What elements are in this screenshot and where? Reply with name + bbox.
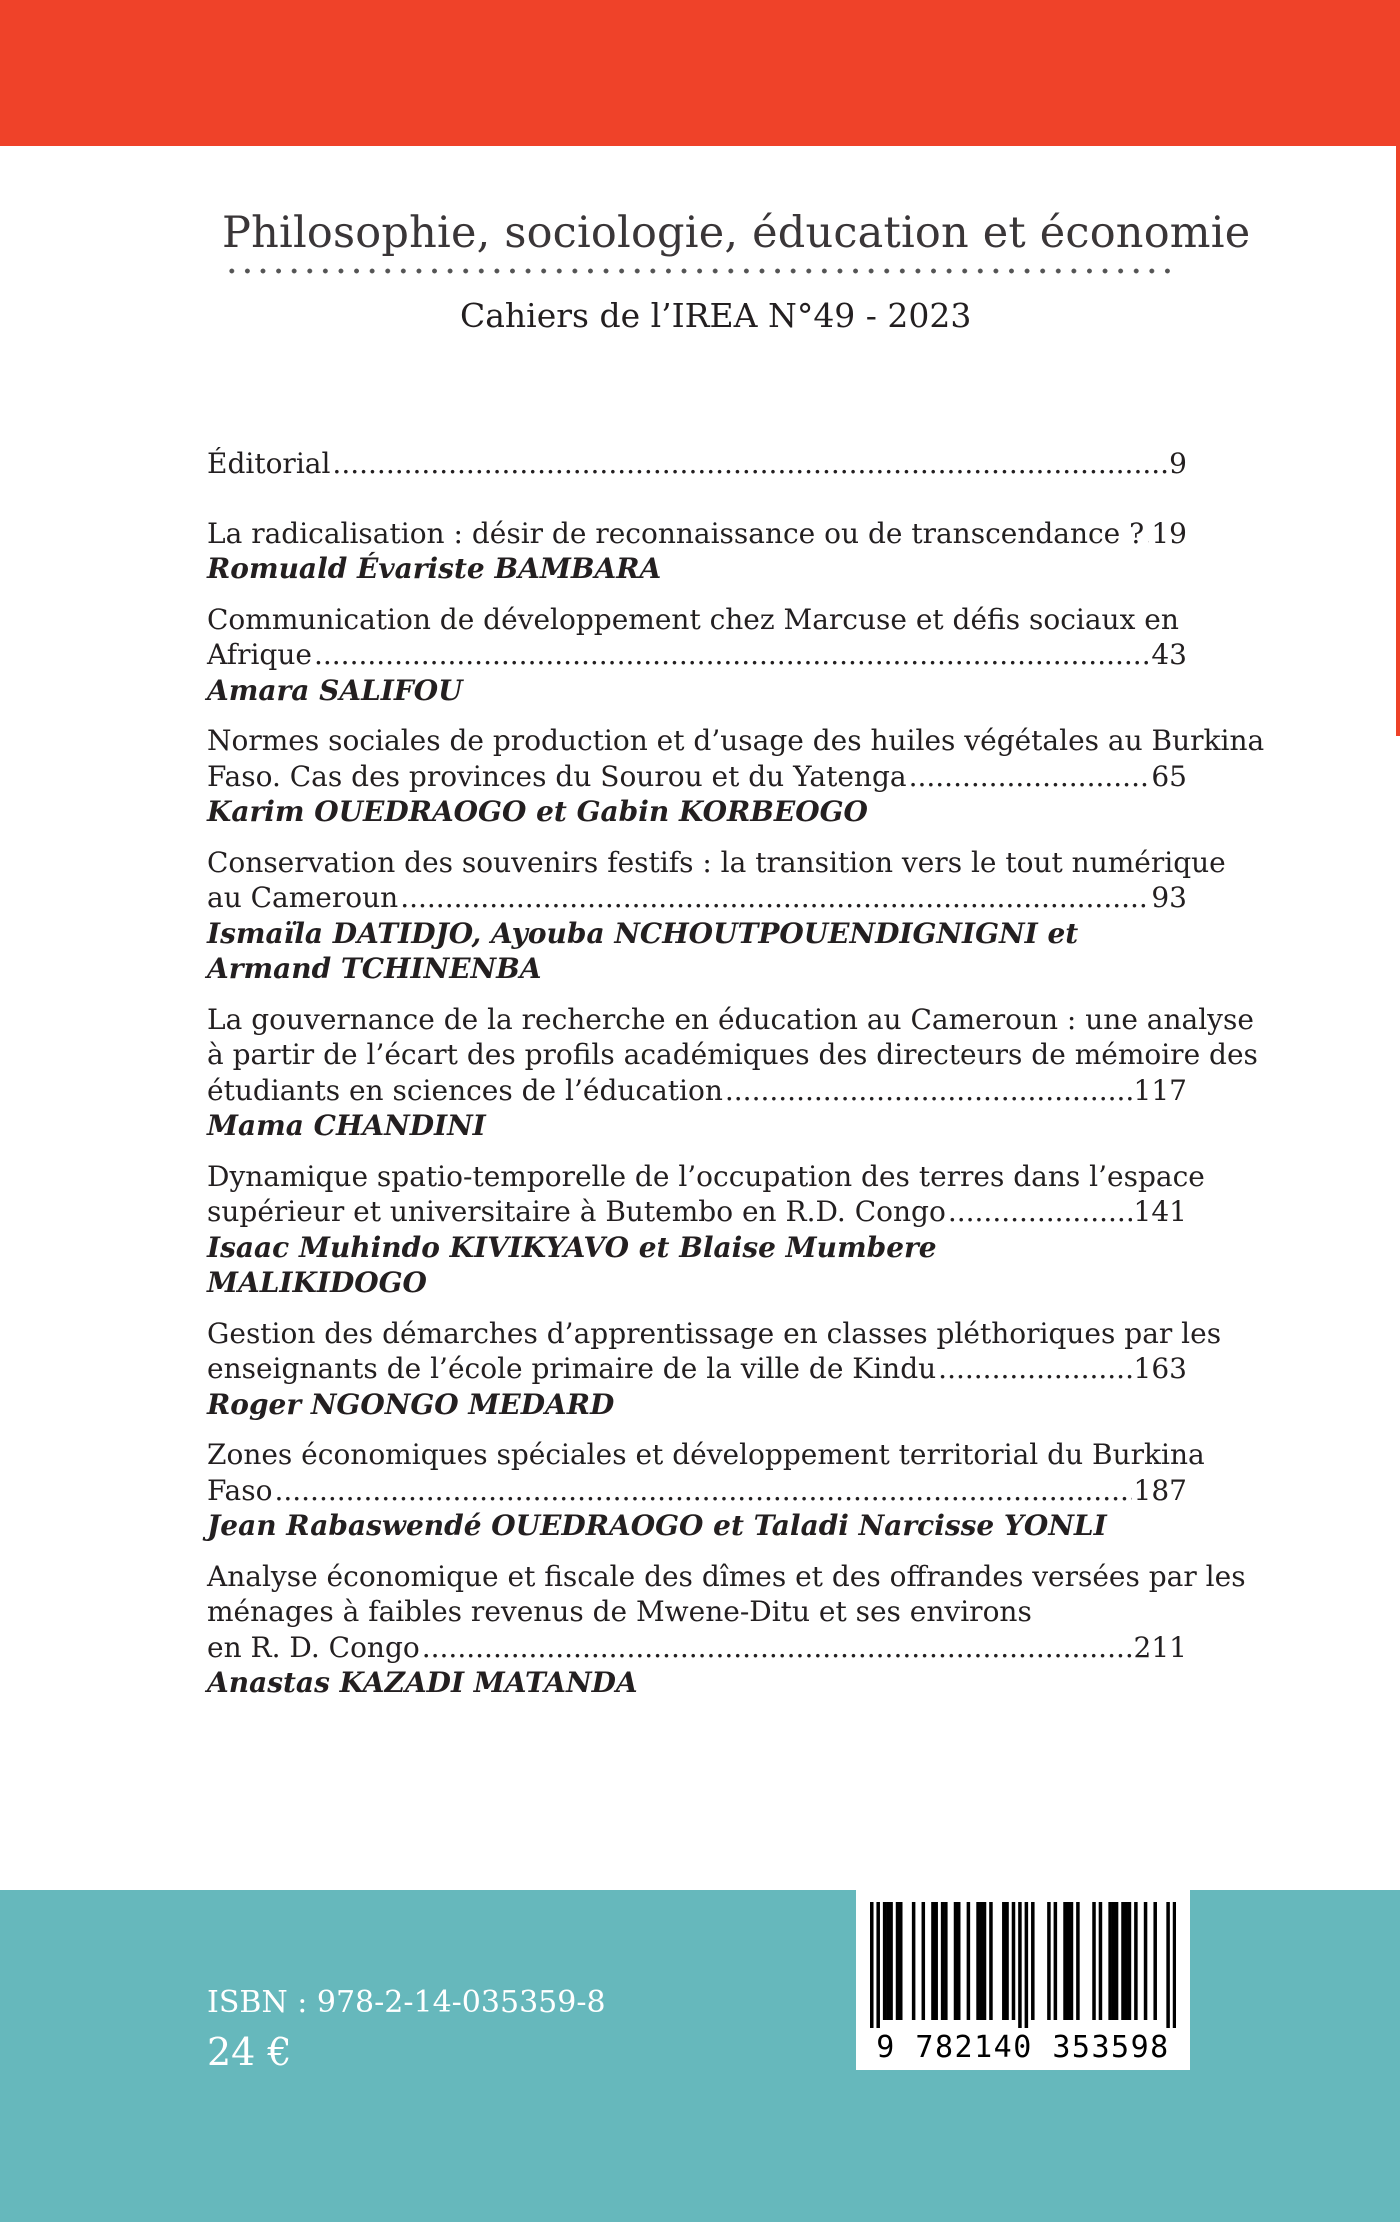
barcode-bar	[983, 1902, 987, 2020]
barcode-bar	[1166, 1902, 1170, 2028]
barcode-bar	[1076, 1902, 1080, 2020]
toc-title-text: Faso	[207, 1473, 273, 1507]
barcode-bar	[889, 1902, 893, 2020]
toc-entry	[207, 602, 1187, 709]
toc-entry	[207, 1159, 1205, 1301]
barcode-bar	[931, 1902, 935, 2020]
toc-title-line	[207, 1473, 1187, 1509]
toc-entry	[207, 1437, 1205, 1544]
toc-author: Anastas KAZADI MATANDA	[207, 1666, 638, 1699]
barcode-bar	[1092, 1902, 1096, 2020]
page-number: 43	[1151, 638, 1187, 671]
barcode-bar	[1002, 1902, 1006, 2020]
price-text: 24 €	[207, 2030, 292, 2074]
spine-edge-mark	[1396, 146, 1400, 736]
toc-title-line	[207, 446, 1187, 482]
barcode-bar	[1134, 1902, 1138, 2020]
toc-author: Romuald Évariste BAMBARA	[207, 552, 662, 585]
barcode-bar	[922, 1902, 926, 2020]
top-color-band	[0, 0, 1400, 146]
dot-leader	[400, 880, 1149, 916]
series-title: Philosophie, sociologie, éducation et économie	[222, 208, 1251, 258]
dot-leader	[314, 637, 1149, 673]
toc-title-line: Zones économiques spéciales et développement territorial du Burkina	[207, 1438, 1205, 1471]
toc-entry	[207, 1002, 1258, 1144]
barcode-bar	[1153, 1902, 1157, 2020]
toc-title-text: supérieur et universitaire à Butembo en R.D. Congo	[207, 1195, 946, 1228]
barcode-bar	[883, 1902, 887, 2020]
toc-title-text: enseignants de l’école primaire de la ville de Kindu	[207, 1352, 937, 1385]
barcode-bar	[954, 1902, 958, 2020]
barcode-bar	[934, 1902, 938, 2020]
barcode-bar	[1066, 1902, 1070, 2020]
barcode-bar	[967, 1902, 971, 2020]
page-number: 163	[1133, 1352, 1187, 1385]
toc-title-text: au Cameroun	[207, 881, 399, 914]
toc-title-line	[207, 1194, 1187, 1230]
barcode-bar	[1144, 1902, 1148, 2020]
toc-entry	[207, 723, 1265, 830]
barcode-bar	[1173, 1902, 1176, 2028]
isbn-text: ISBN : 978-2-14-035359-8	[207, 1985, 606, 2020]
toc-title-line	[207, 759, 1187, 795]
barcode-bar	[886, 1902, 890, 2020]
barcode	[856, 1886, 1190, 2070]
toc-author: Mama CHANDINI	[207, 1109, 486, 1142]
barcode-bar	[980, 1902, 984, 2020]
barcode-bar	[941, 1902, 945, 2020]
barcode-bar	[957, 1902, 961, 2020]
barcode-bar	[1121, 1902, 1125, 2020]
toc-title-line: Communication de développement chez Marcuse et défis sociaux en	[207, 602, 1179, 636]
toc-title-text: Faso. Cas des provinces du Sourou et du Yatenga	[207, 759, 907, 793]
page-number: 141	[1133, 1195, 1187, 1228]
page-number: 19	[1151, 516, 1187, 550]
barcode-bar	[912, 1902, 916, 2020]
toc-title-line	[207, 880, 1187, 916]
dot-leader	[1146, 516, 1149, 552]
barcode-digits: 9 782140 353598	[876, 2030, 1170, 2065]
toc-author: Isaac Muhindo KIVIKYAVO et Blaise Mumbere MALIKIDOGO	[207, 1230, 937, 1299]
barcode-bar	[944, 1902, 948, 2020]
toc-entry	[207, 1559, 1246, 1701]
toc-title-line: Conservation des souvenirs festifs : la transition vers le tout numérique	[207, 845, 1226, 879]
barcode-bar	[1018, 1902, 1022, 2028]
barcode-bar	[1112, 1902, 1116, 2020]
toc-title-text: étudiants en sciences de l’éducation	[207, 1073, 723, 1107]
barcode-bar	[1108, 1902, 1112, 2020]
toc-title-line: ménages à faibles revenus de Mwene-Ditu et ses environs	[207, 1595, 1032, 1628]
barcode-bar	[896, 1902, 900, 2020]
barcode-bar	[1054, 1902, 1058, 2020]
toc-title-line: Gestion des démarches d’apprentissage en classes pléthoriques par les	[207, 1316, 1222, 1350]
barcode-bar	[1070, 1902, 1074, 2020]
barcode-bar	[870, 1902, 874, 2028]
page-number: 9	[1169, 447, 1187, 480]
toc-author: Jean Rabaswendé OUEDRAOGO et Taladi Narcisse YONLI	[207, 1509, 1107, 1542]
barcode-bar	[1063, 1902, 1067, 2020]
toc-author: Roger NGONGO MEDARD	[207, 1387, 615, 1421]
barcode-bar	[1005, 1902, 1009, 2020]
page-number: 211	[1133, 1630, 1187, 1664]
toc-author: Karim OUEDRAOGO et Gabin KORBEOGO	[207, 795, 868, 828]
dot-leader	[332, 446, 1167, 482]
barcode-bar	[1047, 1902, 1051, 2020]
dot-leader	[938, 1351, 1131, 1387]
page-number: 117	[1133, 1073, 1187, 1107]
page-number: 65	[1151, 759, 1187, 793]
toc-title-line: Analyse économique et fiscale des dîmes et des offrandes versées par les	[207, 1559, 1246, 1593]
barcode-bar	[1115, 1902, 1119, 2020]
toc-entry	[207, 446, 1187, 482]
toc-title-line	[207, 637, 1187, 673]
toc-title-line	[207, 516, 1187, 552]
toc-entry	[207, 1316, 1222, 1423]
toc-title-text: Éditorial	[207, 447, 331, 480]
toc-title-text: La radicalisation : désir de reconnaissance ou de transcendance ?	[207, 516, 1145, 550]
dot-leader	[948, 1194, 1132, 1230]
dot-leader	[422, 1630, 1132, 1666]
page-number: 187	[1133, 1473, 1187, 1507]
barcode-bars	[870, 1902, 1176, 2028]
toc-title-line: La gouvernance de la recherche en éducation au Cameroun : une analyse	[207, 1002, 1254, 1036]
toc-entry	[207, 516, 1187, 587]
toc-title-line: à partir de l’écart des profils académiques des directeurs de mémoire des	[207, 1038, 1258, 1071]
issue-title: Cahiers de l’IREA N°49 - 2023	[460, 296, 972, 335]
toc-title-line: Dynamique spatio-temporelle de l’occupation des terres dans l’espace	[207, 1159, 1205, 1193]
barcode-bar	[1012, 1902, 1016, 2020]
toc-author: Ismaïla DATIDJO, Ayouba NCHOUTPOUENDIGNIGNI et Armand TCHINENBA	[207, 916, 1079, 985]
barcode-bar	[1099, 1902, 1103, 2020]
barcode-bar	[899, 1902, 903, 2020]
toc-title-text: Afrique	[207, 638, 312, 671]
toc-title-line: Normes sociales de production et d’usage des huiles végétales au Burkina	[207, 724, 1265, 757]
toc-title-line	[207, 1351, 1187, 1387]
table-of-contents	[207, 446, 1265, 1716]
toc-entry	[207, 845, 1226, 987]
toc-title-line	[207, 1073, 1187, 1109]
page-number: 93	[1151, 881, 1187, 914]
dot-leader	[909, 759, 1150, 795]
barcode-bar	[1124, 1902, 1128, 2020]
barcode-bar	[1031, 1902, 1035, 2020]
barcode-bar	[976, 1902, 980, 2020]
dot-leader	[725, 1073, 1132, 1109]
barcode-bar	[1128, 1902, 1132, 2020]
barcode-bar	[1025, 1902, 1029, 2028]
barcode-bar	[876, 1902, 880, 2028]
barcode-bar	[989, 1902, 993, 2020]
toc-title-line	[207, 1630, 1187, 1666]
toc-author: Amara SALIFOU	[207, 673, 463, 707]
toc-title-text: en R. D. Congo	[207, 1630, 420, 1664]
dot-leader	[274, 1473, 1131, 1509]
dotted-divider	[224, 266, 1174, 276]
